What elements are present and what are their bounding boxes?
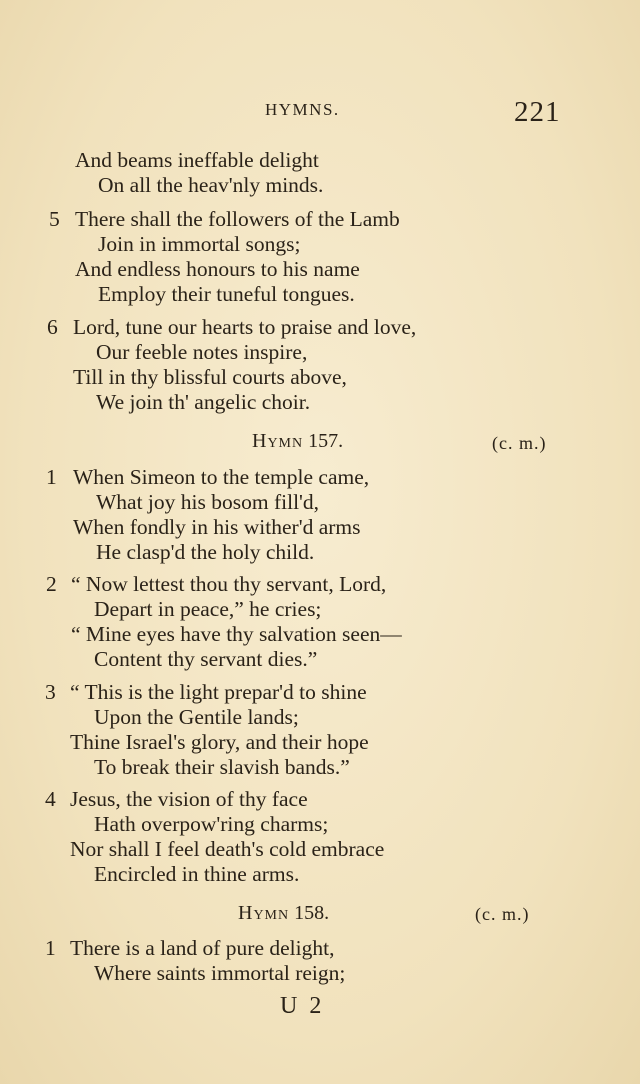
hymn-157-title <box>252 430 343 453</box>
stanza-number: 1 <box>46 465 57 489</box>
verse-line: “ Now lettest thou thy servant, Lord, <box>71 572 387 596</box>
stanza-number: 2 <box>46 572 57 596</box>
verse-line: Upon the Gentile lands; <box>94 705 299 729</box>
verse-line: Thine Israel's glory, and their hope <box>70 730 369 754</box>
stanza-number: 3 <box>45 680 56 704</box>
verse-line: When fondly in his wither'd arms <box>73 515 361 539</box>
verse-line: Depart in peace,” he cries; <box>94 597 322 621</box>
hymn-157-meter: (c. m.) <box>492 433 547 453</box>
verse-line: Lord, tune our hearts to praise and love, <box>73 315 417 339</box>
stanza-number: 1 <box>45 936 56 960</box>
hymn-word: Hymn <box>238 902 290 924</box>
verse-line: Join in immortal songs; <box>98 232 301 256</box>
hymn-158-meter: (c. m.) <box>475 904 530 924</box>
verse-line: And endless honours to his name <box>75 257 360 281</box>
hymn-number: 158. <box>294 902 330 924</box>
verse-line: Encircled in thine arms. <box>94 862 300 886</box>
verse-line: Nor shall I feel death's cold embrace <box>70 837 385 861</box>
running-head: HYMNS. <box>265 100 340 119</box>
signature-mark: U 2 <box>280 993 325 1019</box>
verse-line: Our feeble notes inspire, <box>96 340 308 364</box>
page-number: 221 <box>514 96 561 128</box>
stanza-number: 4 <box>45 787 56 811</box>
verse-line: To break their slavish bands.” <box>94 755 350 779</box>
verse-line: Till in thy blissful courts above, <box>73 365 347 389</box>
stanza-number: 5 <box>49 207 60 231</box>
verse-line: We join th' angelic choir. <box>96 390 311 414</box>
hymn-158-title <box>238 902 329 925</box>
verse-line: Employ their tuneful tongues. <box>98 282 355 306</box>
hymn-number: 157. <box>308 430 344 452</box>
verse-line: There is a land of pure delight, <box>70 936 335 960</box>
verse-line: There shall the followers of the Lamb <box>75 207 400 231</box>
verse-line: Content thy servant dies.” <box>94 647 318 671</box>
verse-line: “ Mine eyes have thy salvation seen— <box>71 622 402 646</box>
verse-line: What joy his bosom fill'd, <box>96 490 320 514</box>
verse-line: When Simeon to the temple came, <box>73 465 370 489</box>
verse-line: “ This is the light prepar'd to shine <box>70 680 367 704</box>
verse-line: And beams ineffable delight <box>75 148 319 172</box>
stanza-number: 6 <box>47 315 58 339</box>
verse-line: Hath overpow'ring charms; <box>94 812 329 836</box>
verse-line: On all the heav'nly minds. <box>98 173 324 197</box>
verse-line: Jesus, the vision of thy face <box>70 787 308 811</box>
verse-line: He clasp'd the holy child. <box>96 540 315 564</box>
hymn-word: Hymn <box>252 430 304 452</box>
verse-line: Where saints immortal reign; <box>94 961 346 985</box>
